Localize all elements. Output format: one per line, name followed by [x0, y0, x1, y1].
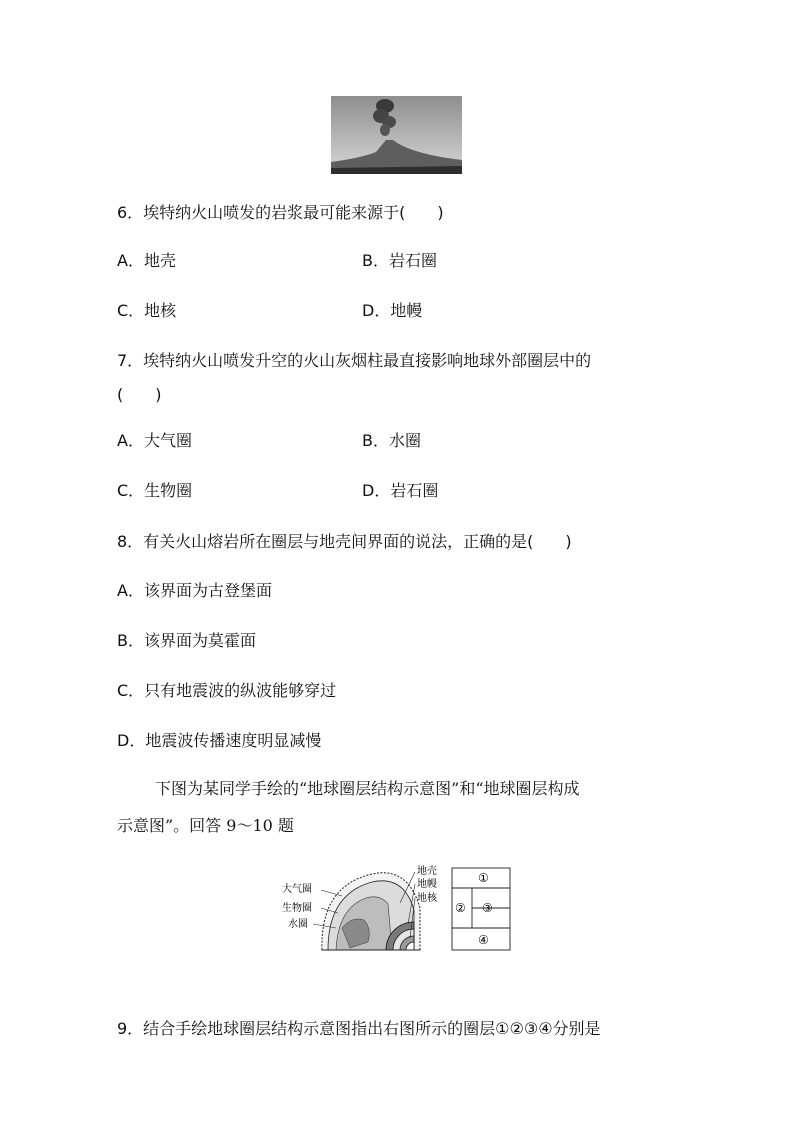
label-crust: 地壳 — [417, 866, 437, 877]
intro-line-1: 下图为某同学手绘的“地球圈层结构示意图”和“地球圈层构成 — [155, 779, 580, 798]
q6-option-d[interactable]: D．地幔 — [362, 301, 423, 320]
label-biosphere: 生物圈 — [282, 903, 312, 914]
q7-option-a[interactable]: A．大气圈 — [117, 431, 192, 450]
question-6-stem: 6．埃特纳火山喷发的岩浆最可能来源于( ) — [117, 203, 444, 222]
question-9-stem: 9．结合手绘地球圈层结构示意图指出右图所示的圈层①②③④分别是 — [117, 1019, 601, 1038]
intro-line-2: 示意图”。回答 9～10 题 — [117, 816, 294, 835]
box-label-2: ② — [455, 901, 466, 915]
question-8-stem: 8．有关火山熔岩所在圈层与地壳间界面的说法，正确的是( ) — [117, 532, 572, 551]
q7-option-c[interactable]: C．生物圈 — [117, 481, 193, 500]
q6-option-b[interactable]: B．岩石圈 — [362, 251, 437, 270]
question-7-stem: 7．埃特纳火山喷发升空的火山灰烟柱最直接影响地球外部圈层中的 — [117, 351, 592, 370]
q7-option-d[interactable]: D．岩石圈 — [362, 481, 439, 500]
volcano-photo — [331, 96, 462, 174]
box-label-3: ③ — [482, 901, 493, 915]
q8-option-b[interactable]: B．该界面为莫霍面 — [117, 631, 256, 650]
question-7-stem-cont: ( ) — [117, 385, 162, 404]
box-label-1: ① — [478, 871, 489, 885]
q8-option-a[interactable]: A．该界面为古登堡面 — [117, 581, 272, 600]
q8-option-c[interactable]: C．只有地震波的纵波能够穿过 — [117, 681, 337, 700]
earth-sphere-diagram — [280, 858, 520, 958]
label-atmosphere: 大气圈 — [282, 884, 312, 895]
label-hydrosphere: 水圈 — [288, 919, 308, 930]
q7-option-b[interactable]: B．水圈 — [362, 431, 421, 450]
q8-option-d[interactable]: D．地震波传播速度明显减慢 — [117, 731, 322, 750]
sphere-cutaway-figure — [322, 873, 420, 950]
q6-option-c[interactable]: C．地核 — [117, 301, 177, 320]
box-label-4: ④ — [478, 933, 489, 947]
q6-option-a[interactable]: A．地壳 — [117, 251, 176, 270]
label-mantle: 地幔 — [417, 879, 437, 890]
label-core: 地核 — [417, 893, 437, 904]
